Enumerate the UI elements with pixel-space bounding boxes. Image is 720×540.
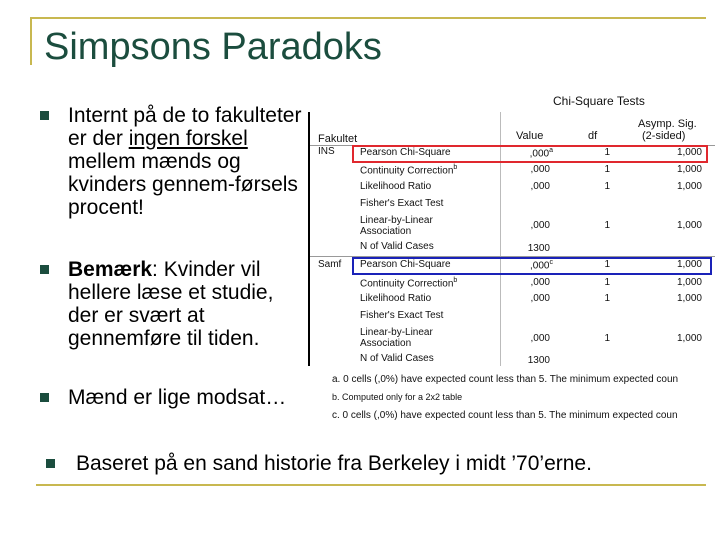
title-frame-top-rule — [30, 17, 706, 19]
cell-value: ,000$^a$ — [529, 147, 553, 160]
cell-df: 1 — [604, 164, 610, 175]
bullet-2-rest: : Kvinder vil hellere læse et studie, der er svært at gennemføre til tiden. — [68, 258, 274, 350]
cell-df: 1 — [604, 293, 610, 304]
row-label: Likelihood Ratio — [360, 181, 432, 192]
slide-title: Simpsons Paradoks — [44, 26, 382, 68]
footnote-a: a. 0 cells (,0%) have expected count less than 5. The minimum expected coun — [332, 374, 679, 385]
group-label-samf: Samf — [318, 259, 342, 270]
header-asymp-2: (2-sided) — [642, 130, 686, 142]
table-title: Chi-Square Tests — [553, 94, 645, 108]
cell-value: ,000 — [530, 277, 550, 288]
cell-value: ,000 — [530, 293, 550, 304]
bullet-square-icon — [40, 393, 49, 402]
cell-value: ,000 — [530, 333, 550, 344]
highlight-box-ins-pearson — [352, 145, 708, 163]
bullet-2-bold: Bemærk — [68, 258, 153, 281]
row-label: Pearson Chi-Square — [360, 147, 451, 158]
cell-value: ,000 — [530, 220, 550, 231]
cell-sig: 1,000 — [676, 333, 702, 344]
cell-sig: 1,000 — [676, 164, 702, 175]
cell-value: ,000 — [530, 181, 550, 192]
header-value: Value — [516, 130, 544, 142]
row-label: Pearson Chi-Square — [360, 259, 451, 270]
row-label-2: Association — [360, 226, 412, 237]
row-label: Continuity Correction$^b$ — [360, 164, 458, 177]
cell-df: 1 — [604, 333, 610, 344]
cell-df: 1 — [604, 220, 610, 231]
cell-df: 1 — [604, 277, 610, 288]
highlight-box-samf-pearson — [352, 257, 712, 275]
bullet-1-pre: Internt på de to fakulteter er der — [68, 104, 302, 150]
header-fakultet: Fakultet — [318, 133, 358, 145]
bullet-1-post: mellem mænds og kvinders gennem-førsels procent! — [68, 150, 298, 219]
header-asymp-1: Asymp. Sig. — [638, 118, 697, 130]
cell-df: 1 — [604, 181, 610, 192]
cell-value: ,000$^c$ — [530, 259, 553, 272]
bullet-square-icon — [40, 265, 49, 274]
bullet-1-text — [68, 104, 308, 219]
row-label: N of Valid Cases — [360, 241, 434, 252]
row-label: Likelihood Ratio — [360, 293, 432, 304]
bullet-4-text: Baseret på en sand historie fra Berkeley i midt ’70’erne. — [76, 452, 592, 475]
row-label: Linear-by-Linear — [360, 327, 433, 338]
cell-sig: 1,000 — [676, 181, 702, 192]
cell-value: 1300 — [527, 243, 550, 254]
row-label: N of Valid Cases — [360, 353, 434, 364]
cell-sig: 1,000 — [676, 293, 702, 304]
title-frame-left-rule — [30, 17, 32, 65]
bottom-rule — [36, 484, 706, 486]
row-label-2: Association — [360, 338, 412, 349]
footnote-b: b. Computed only for a 2x2 table — [332, 392, 463, 402]
cell-sig: 1,000 — [676, 220, 702, 231]
cell-sig: 1,000 — [676, 147, 702, 158]
row-label: Linear-by-Linear — [360, 215, 433, 226]
bullet-2-text — [68, 258, 308, 350]
cell-df: 1 — [604, 259, 610, 270]
header-df: df — [588, 130, 598, 142]
row-label: Fisher's Exact Test — [360, 198, 444, 209]
group-label-ins: INS — [318, 146, 335, 157]
table-left-rule — [308, 112, 310, 366]
row-label: Fisher's Exact Test — [360, 310, 444, 321]
bullet-square-icon — [46, 459, 55, 468]
cell-value: 1300 — [527, 355, 550, 366]
cell-df: 1 — [604, 147, 610, 158]
chi-square-table — [308, 94, 720, 426]
cell-value: ,000 — [530, 164, 550, 175]
bullet-1-underlined: ingen forskel — [128, 127, 248, 150]
footnote-c: c. 0 cells (,0%) have expected count less than 5. The minimum expected coun — [332, 410, 678, 421]
cell-sig: 1,000 — [676, 259, 702, 270]
bullet-3-text: Mænd er lige modsat… — [68, 386, 287, 409]
row-label: Continuity Correction$^b$ — [360, 277, 458, 290]
cell-sig: 1,000 — [676, 277, 702, 288]
bullet-square-icon — [40, 111, 49, 120]
